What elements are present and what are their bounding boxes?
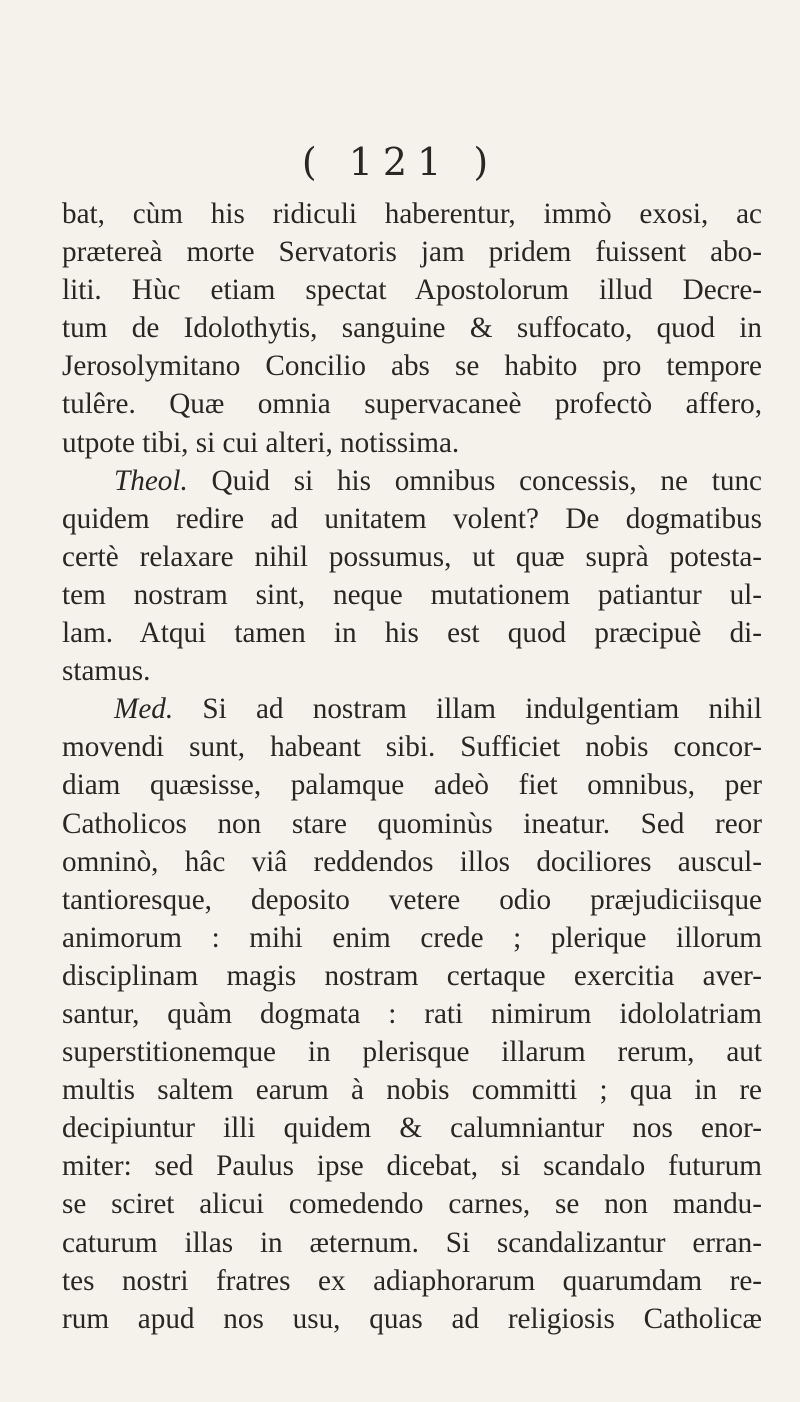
text-line: tulêre. Quæ omnia supervacaneè profectò affero, (62, 388, 762, 421)
text-line: stamus. (62, 655, 151, 688)
text-line: prætereà morte Servatoris jam pridem fuissent abo- (62, 236, 762, 269)
text-line: certè relaxare nihil possumus, ut quæ suprà potesta- (62, 540, 762, 573)
text-line: santur, quàm dogmata : rati nimirum idololatriam (62, 997, 762, 1030)
text-line: bat, cùm his ridiculi haberentur, immò exosi, ac (62, 198, 762, 230)
text-line: liti. Hùc etiam spectat Apostolorum illud Decre- (62, 274, 762, 307)
text-line (62, 462, 762, 500)
text-line: tantioresque, deposito vetere odio præjudiciisque (62, 883, 762, 916)
text-line: multis saltem earum à nobis committi ; qua in re (62, 1074, 762, 1107)
text-line: rum apud nos usu, quas ad religiosis Catholicæ (62, 1302, 762, 1335)
text-line: Catholicos non stare quominùs ineatur. Sed reor (62, 807, 762, 840)
text-line-content: Si ad nostram illam indulgentiam nihil (173, 693, 762, 726)
text-line: superstitionemque in plerisque illarum rerum, aut (62, 1036, 762, 1069)
text-line: caturum illas in æternum. Si scandalizantur erran- (62, 1226, 762, 1259)
speaker-label: Theol. (114, 464, 188, 497)
text-line (62, 690, 762, 728)
text-line: diam quæsisse, palamque adeò fiet omnibus, per (62, 769, 762, 802)
text-line: miter: sed Paulus ipse dicebat, si scandalo futurum (62, 1150, 762, 1183)
text-line: omninò, hâc viâ reddendos illos dociliores auscul- (62, 845, 762, 878)
text-line: tes nostri fratres ex adiaphorarum quarumdam re- (62, 1264, 762, 1297)
text-line: decipiuntur illi quidem & calumniantur nos enor- (62, 1112, 762, 1145)
text-line-content: Quid si his omnibus concessis, ne tunc (187, 464, 762, 497)
text-line: movendi sunt, habeant sibi. Sufficiet nobis concor- (62, 731, 762, 764)
text-line: tem nostram sint, neque mutationem patiantur ul- (62, 578, 762, 611)
text-line: tum de Idolothytis, sanguine & suffocato, quod in (62, 312, 762, 345)
text-line: utpote tibi, si cui alteri, notissima. (62, 426, 460, 459)
speaker-label: Med. (114, 693, 174, 726)
body-text (62, 195, 762, 1338)
text-line: disciplinam magis nostram certaque exercitia aver- (62, 959, 762, 992)
text-line: se sciret alicui comedendo carnes, se non mandu- (62, 1188, 762, 1221)
text-line: quidem redire ad unitatem volent? De dogmatibus (62, 502, 762, 535)
text-line: lam. Atqui tamen in his est quod præcipuè di- (62, 617, 762, 650)
page-number: ( 121 ) (301, 140, 499, 184)
text-line: animorum : mihi enim crede ; plerique illorum (62, 921, 762, 954)
text-line: Jerosolymitano Concilio abs se habito pro tempore (62, 350, 762, 383)
